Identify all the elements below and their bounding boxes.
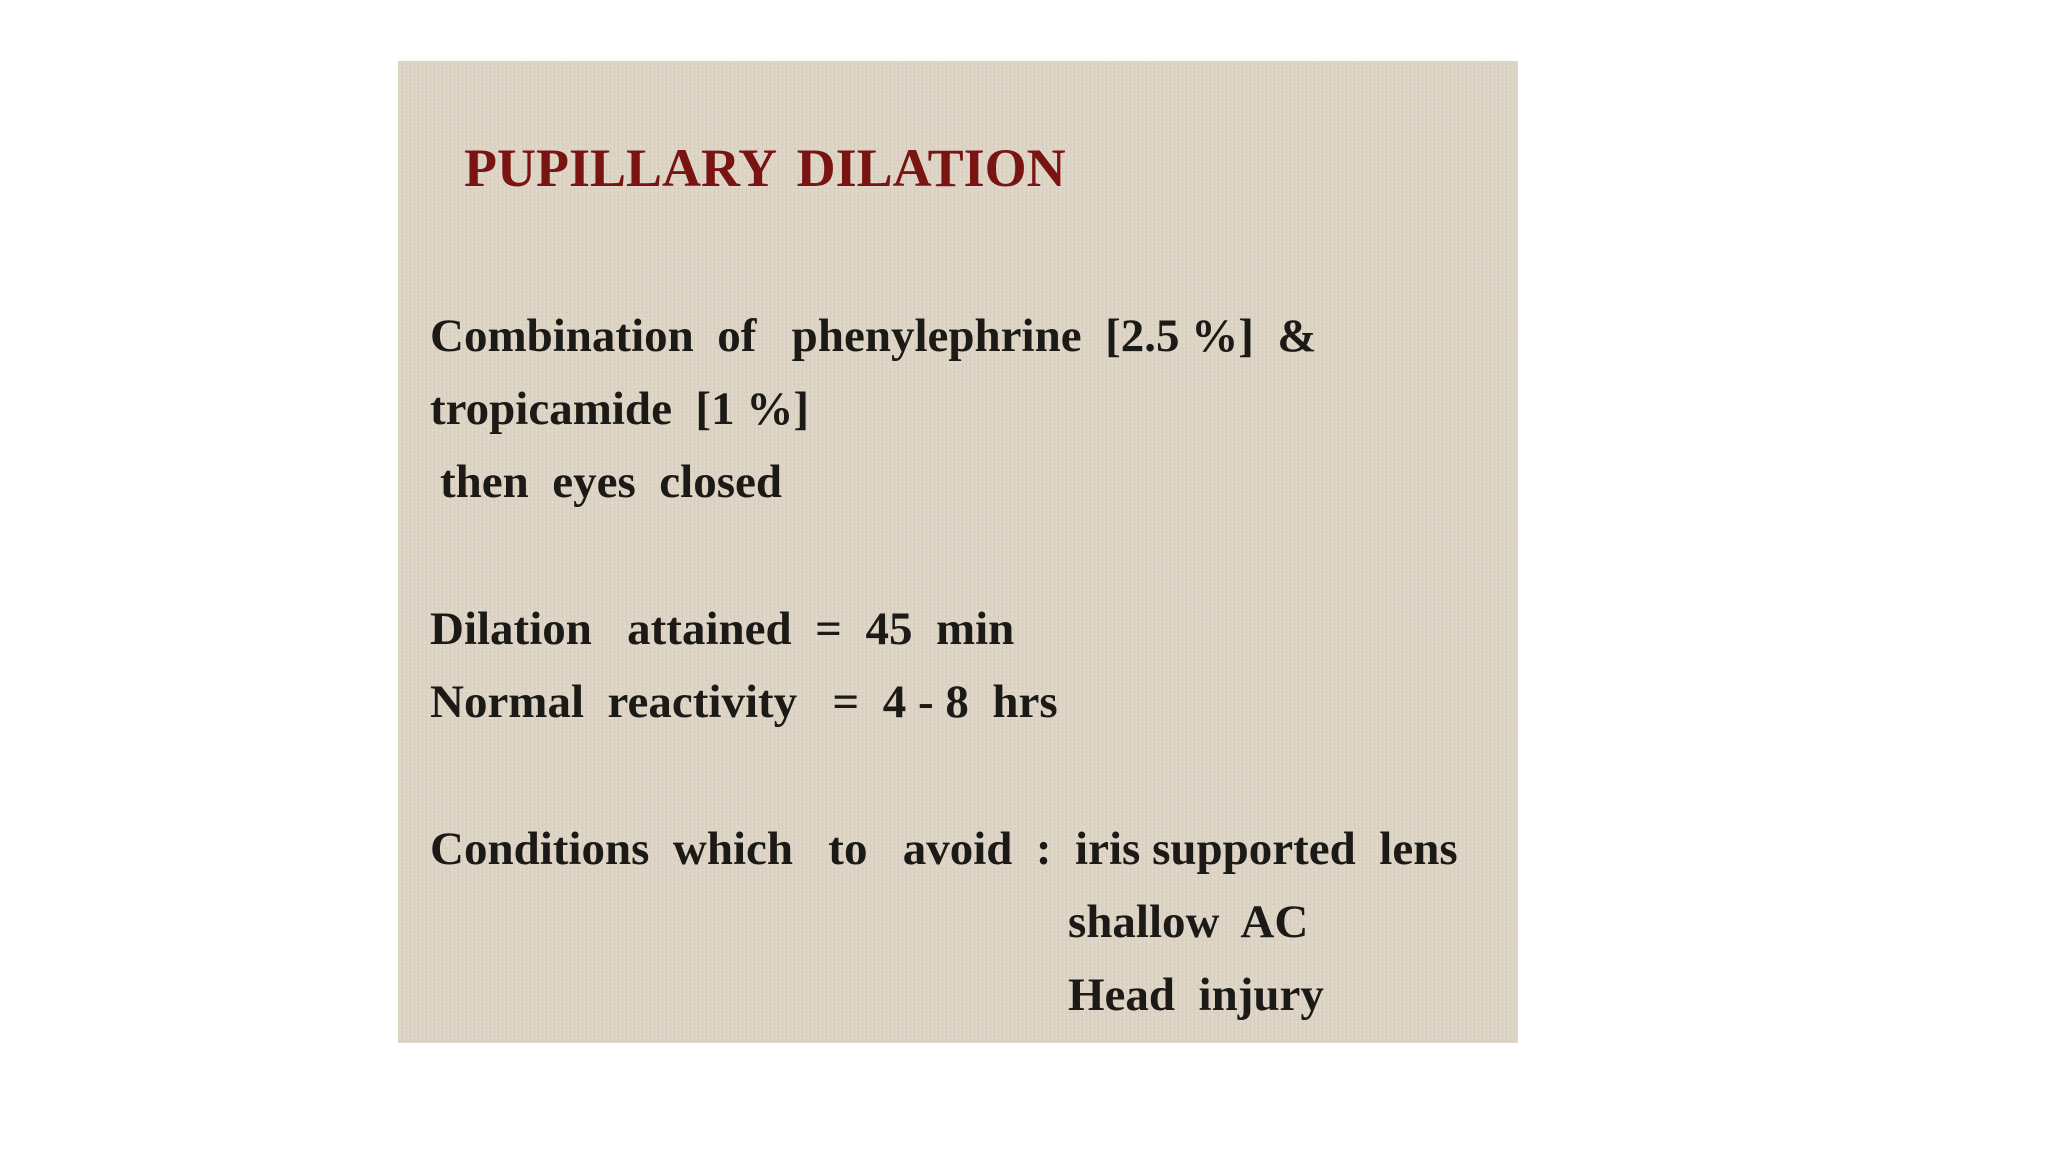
- conditions-label: Conditions which to avoid : iris supported lens: [430, 823, 1458, 875]
- slide: [398, 61, 1518, 1043]
- condition-item: Head injury: [1068, 969, 1324, 1021]
- combination-line-3: then eyes closed: [440, 456, 783, 508]
- dilation-time: Dilation attained = 45 min: [430, 603, 1015, 655]
- condition-item: shallow AC: [1068, 896, 1309, 948]
- combination-line-2: tropicamide [1 %]: [430, 383, 809, 435]
- combination-line-1: Combination of phenylephrine [2.5 %] &: [430, 310, 1317, 362]
- reactivity-time: Normal reactivity = 4 - 8 hrs: [430, 676, 1058, 728]
- slide-title: PUPILLARY DILATION: [464, 138, 1066, 198]
